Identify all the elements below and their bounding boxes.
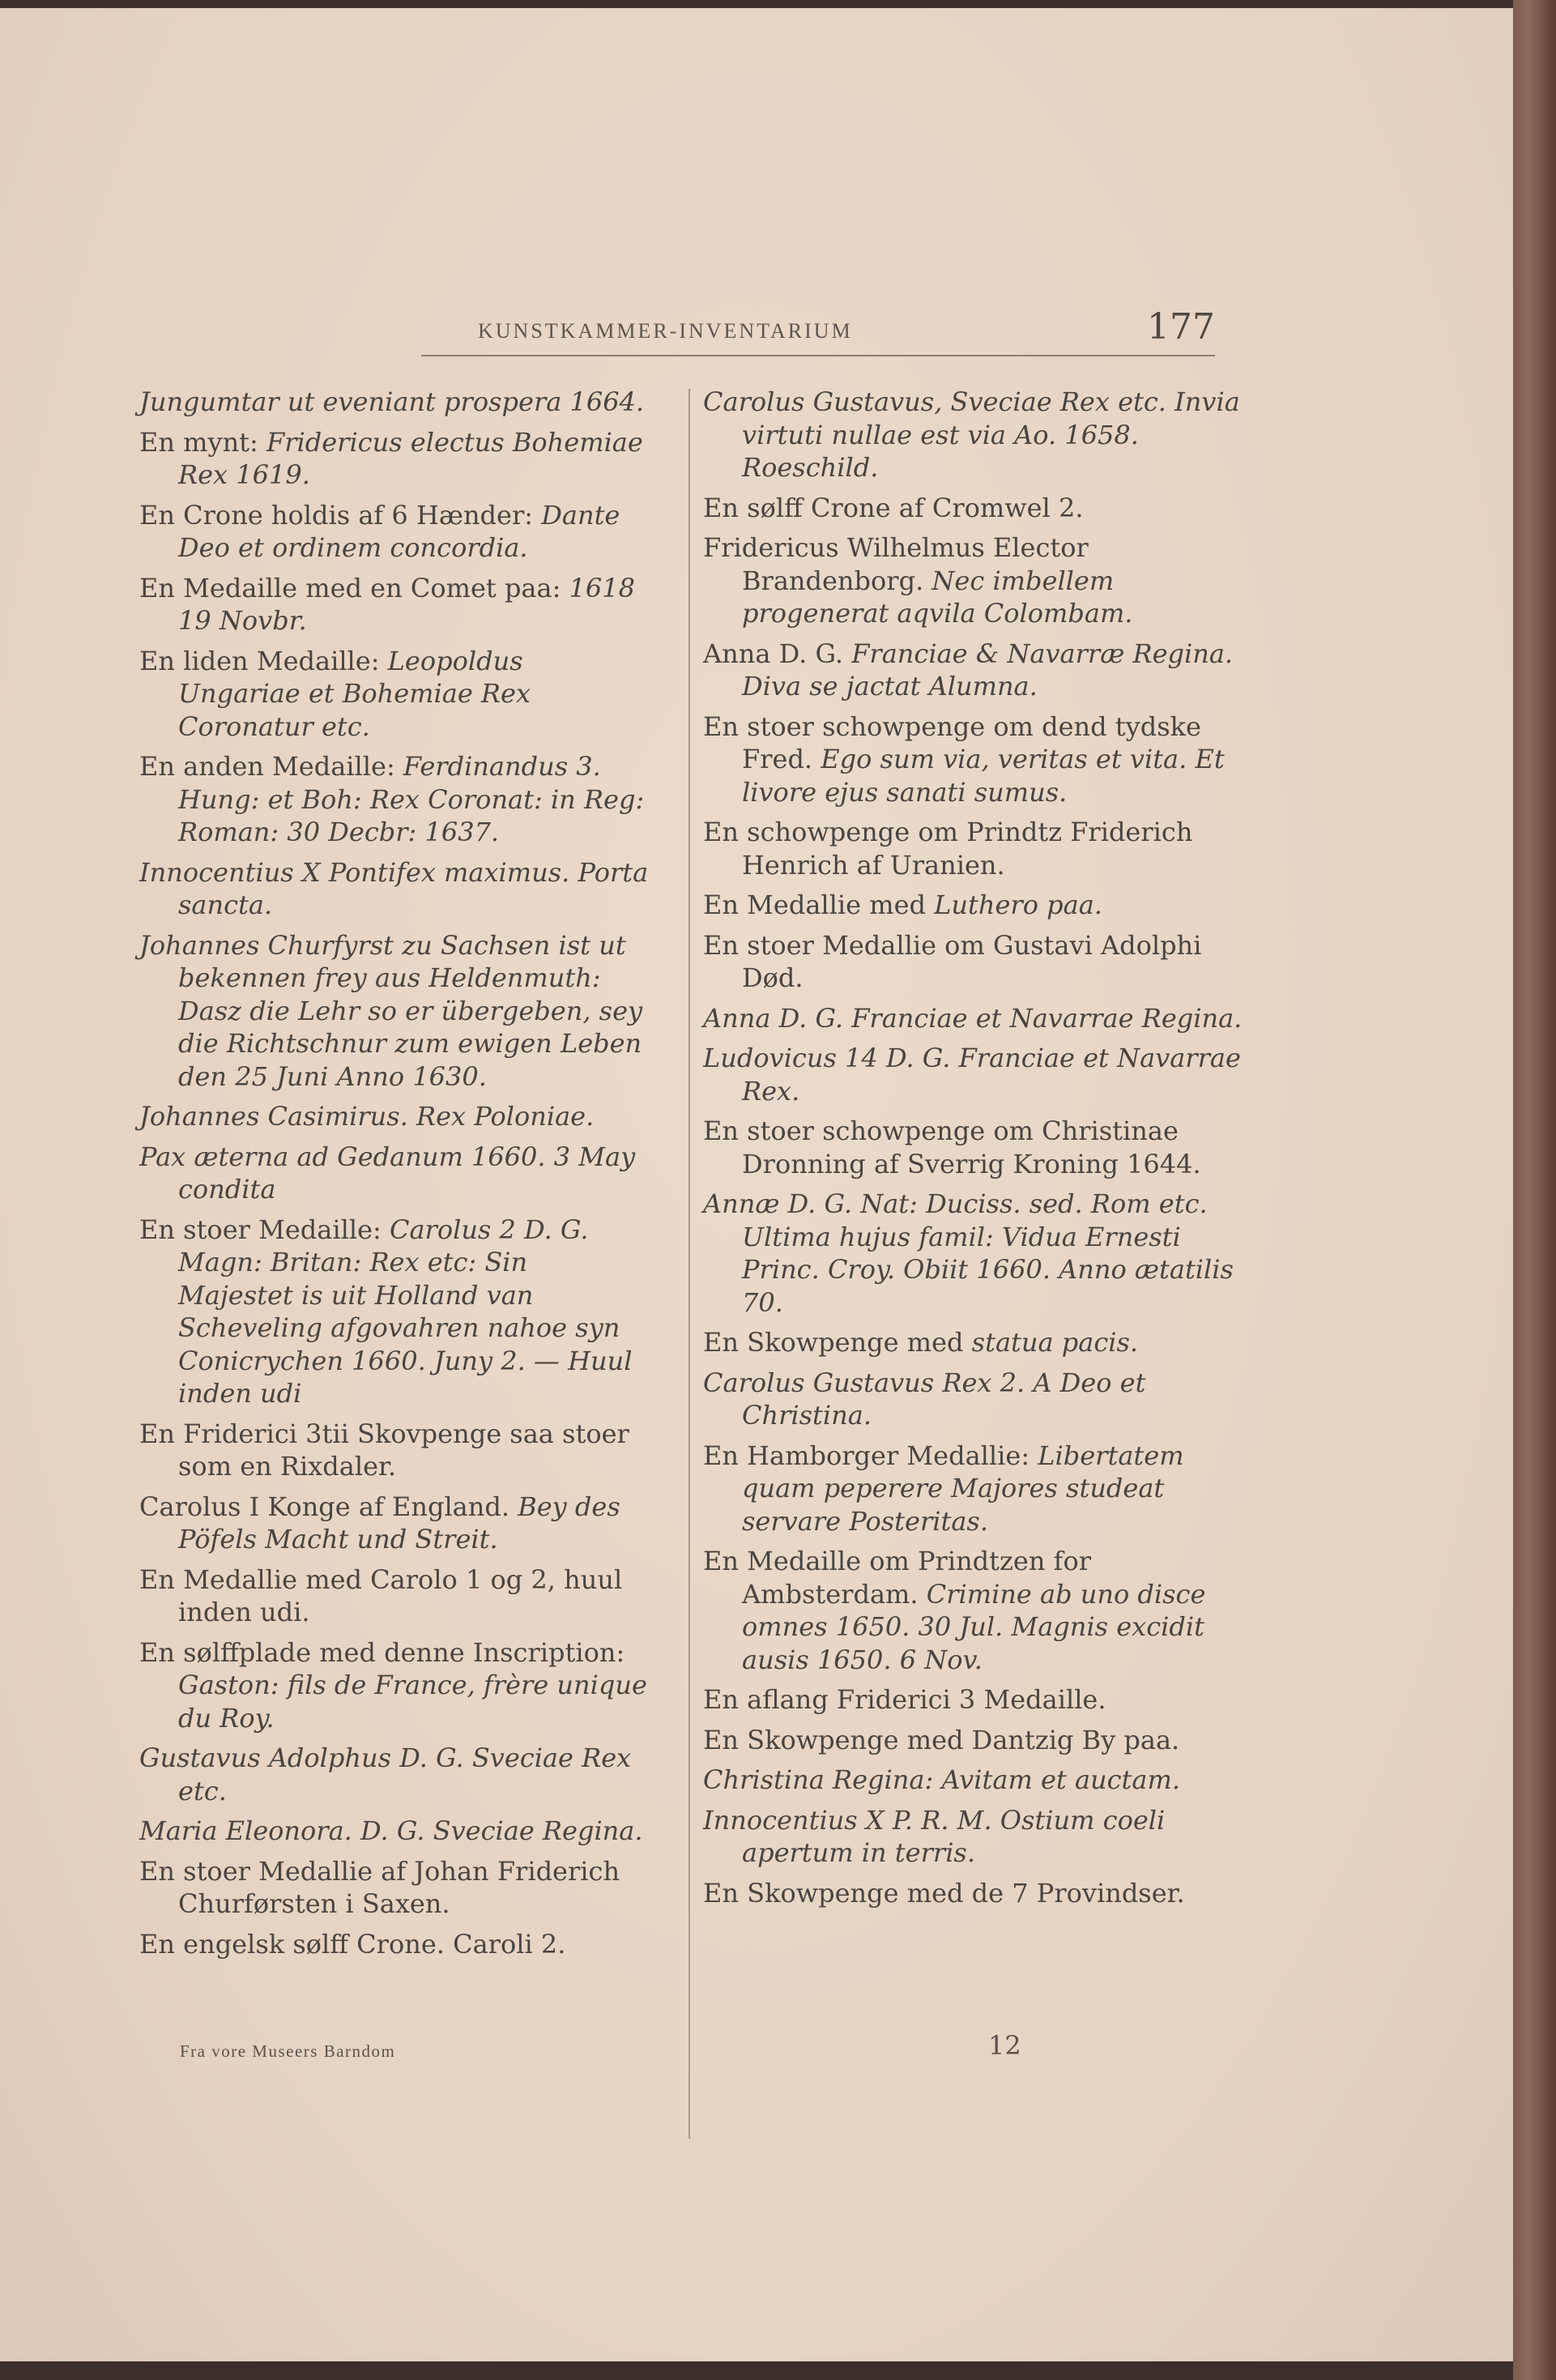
inventory-entry [139,1928,650,1961]
entry-text: En liden Medaille: [139,645,388,676]
inventory-entry [139,929,650,1094]
entry-inscription: Johannes Casimirus. Rex Poloniae. [139,1101,595,1132]
entry-inscription: Gaston: fils de France, frère unique du Roy. [178,1670,647,1734]
entry-text: En Hamborger Medallie: [703,1440,1038,1471]
inventory-entry [703,710,1254,809]
inventory-entry [703,1188,1254,1319]
inventory-entry [139,1563,650,1629]
entry-inscription: Fridericus electus Bohemiae Rex 1619. [178,426,643,490]
entry-inscription: Bey des Pöfels Macht und Streit. [178,1491,620,1555]
entry-inscription: Johannes Churfyrst zu Sachsen ist ut bekennen frey aus Heldenmuth: Dasz die Lehr so er übergeben, sey die Richtschnur zum ewigen Leben den 25 Juni Anno 1630. [139,929,643,1092]
book-page [0,8,1513,2361]
entry-inscription: Jungumtar ut eveniant prospera 1664. [139,386,645,417]
inventory-entry [139,1491,650,1556]
inventory-entry [703,816,1254,881]
entry-text: En sølffplade med denne Inscription: [139,1636,625,1668]
entry-inscription: Innocentius X P. R. M. Ostium coeli apertum in terris. [703,1804,1166,1868]
entry-inscription: 1618 19 Novbr. [178,572,635,636]
inventory-entry [139,1100,650,1133]
entry-text: En Medaille med en Comet paa: [139,572,569,604]
running-title: KUNSTKAMMER-INVENTARIUM [478,319,853,343]
entry-text: En Skowpenge med Dantzig By paa. [703,1724,1180,1755]
entry-text: Carolus I Konge af England. [139,1491,518,1522]
entry-inscription: Ludovicus 14 D. G. Franciae et Navarrae Rex. [703,1043,1241,1107]
inventory-entry [139,386,650,419]
entry-inscription: Ego sum via, veritas et vita. Et livore ejus sanati sumus. [742,744,1225,808]
inventory-entry [139,1742,650,1807]
entry-text: En sølff Crone af Cromwel 2. [703,492,1084,523]
inventory-entry [703,1804,1254,1870]
inventory-entry [139,856,650,922]
entry-inscription: Innocentius X Pontifex maximus. Porta sancta. [139,856,649,920]
entry-text: En Medallie med [703,889,935,920]
inventory-entry [703,386,1254,484]
inventory-entry [703,492,1254,525]
footer-book-title: Fra vore Museers Barndom [180,2041,396,2061]
entry-inscription: Nec imbellem progenerat aqvila Colombam. [742,565,1133,629]
inventory-entry [703,889,1254,922]
right-column [703,386,1254,1917]
inventory-entry [703,1764,1254,1797]
book-spine [1513,0,1556,2380]
inventory-entry [703,1683,1254,1717]
inventory-entry [703,1545,1254,1676]
inventory-entry [139,426,650,492]
inventory-entry [703,1367,1254,1432]
running-header [421,301,1215,358]
header-rule [421,355,1215,356]
entry-inscription: Carolus Gustavus Rex 2. A Deo et Christina. [703,1367,1146,1431]
entry-inscription: Franciae & Navarræ Regina. Diva se jactat Alumna. [742,638,1234,702]
entry-inscription: Christina Regina: Avitam et auctam. [703,1764,1180,1795]
entry-text: En stoer schowpenge om Christinae Dronning af Sverrig Kroning 1644. [703,1115,1201,1179]
column-divider [688,389,690,2139]
inventory-entry [139,1141,650,1206]
entry-text: En engelsk sølff Crone. Caroli 2. [139,1928,566,1960]
entry-text: En Friderici 3tii Skovpenge saa stoer som en Rixdaler. [139,1418,629,1482]
inventory-entry [703,638,1254,703]
entry-inscription: Gustavus Adolphus D. G. Sveciae Rex etc. [139,1742,632,1806]
entry-text: En mynt: [139,426,266,458]
entry-inscription: Luthero paa. [934,889,1102,920]
inventory-entry [703,1440,1254,1538]
inventory-entry [139,1855,650,1921]
entry-inscription: Annæ D. G. Nat: Duciss. sed. Rom etc. Ultima hujus famil: Vidua Ernesti Princ. Croy. Obiit 1660. Anno ætatilis 70. [703,1188,1234,1318]
inventory-entry [703,1042,1254,1107]
inventory-entry [139,499,650,565]
inventory-entry [703,1115,1254,1180]
entry-inscription: Leopoldus Ungariae et Bohemiae Rex Coronatur etc. [178,645,531,742]
inventory-entry [703,1002,1254,1035]
inventory-entry [703,1877,1254,1910]
entry-inscription: Crimine ab uno disce omnes 1650. 30 Jul. Magnis excidit ausis 1650. 6 Nov. [742,1578,1206,1675]
entry-inscription: statua pacis. [971,1327,1139,1358]
entry-text: En schowpenge om Prindtz Friderich Henrich af Uranien. [703,817,1193,881]
inventory-entry [139,1636,650,1735]
entry-text: En stoer Medallie af Johan Friderich Churførsten i Saxen. [139,1855,620,1919]
entry-text: En stoer schowpenge om dend tydske Fred. [703,710,1201,774]
inventory-entry [703,929,1254,995]
entry-text: Anna D. G. [703,638,852,669]
inventory-entry [139,750,650,849]
entry-inscription: Libertatem quam peperere Majores studeat servare Posteritas. [742,1440,1184,1537]
inventory-entry [139,572,650,638]
inventory-entry [703,1724,1254,1757]
entry-text: En Skowpenge med de 7 Provindser. [703,1877,1185,1909]
entry-inscription: Dante Deo et ordinem concordia. [178,499,620,563]
entry-text: En stoer Medallie om Gustavi Adolphi Død. [703,929,1202,993]
entry-inscription: Carolus Gustavus, Sveciae Rex etc. Invia virtuti nullae est via Ao. 1658. Roeschild. [703,386,1240,483]
entry-inscription: Anna D. G. Franciae et Navarrae Regina. [703,1002,1243,1034]
entry-text: En Crone holdis af 6 Hænder: [139,499,542,531]
entry-text: En Medaille om Prindtzen for Ambsterdam. [703,1546,1091,1610]
entry-inscription: Carolus 2 D. G. Magn: Britan: Rex etc: Sin Majestet is uit Holland van Scheveling afgovahren nahoe syn Conicrychen 1660. Juny 2. — Huul inden udi [178,1213,633,1409]
entry-inscription: Ferdinandus 3. Hung: et Boh: Rex Coronat: in Reg: Roman: 30 Decbr: 1637. [178,751,645,847]
entry-inscription: Maria Eleonora. D. G. Sveciae Regina. [139,1815,643,1846]
entry-text: En aflang Friderici 3 Medaille. [703,1684,1106,1715]
inventory-entry [139,1213,650,1410]
entry-text: En Skowpenge med [703,1327,972,1358]
inventory-entry [139,1418,650,1483]
page-number: 177 [1147,306,1215,348]
entry-text: En Medallie med Carolo 1 og 2, huul inden udi. [139,1563,623,1627]
inventory-entry [139,645,650,744]
entry-text: En stoer Medaille: [139,1213,390,1245]
inventory-entry [703,1326,1254,1359]
inventory-entry [139,1815,650,1848]
entry-text: Fridericus Wilhelmus Elector Brandenborg. [703,532,1089,596]
entry-inscription: Pax æterna ad Gedanum 1660. 3 May condita [139,1141,636,1205]
left-column [139,386,650,1968]
inventory-entry [703,531,1254,630]
signature-mark: 12 [988,2030,1021,2061]
entry-text: En anden Medaille: [139,751,403,782]
